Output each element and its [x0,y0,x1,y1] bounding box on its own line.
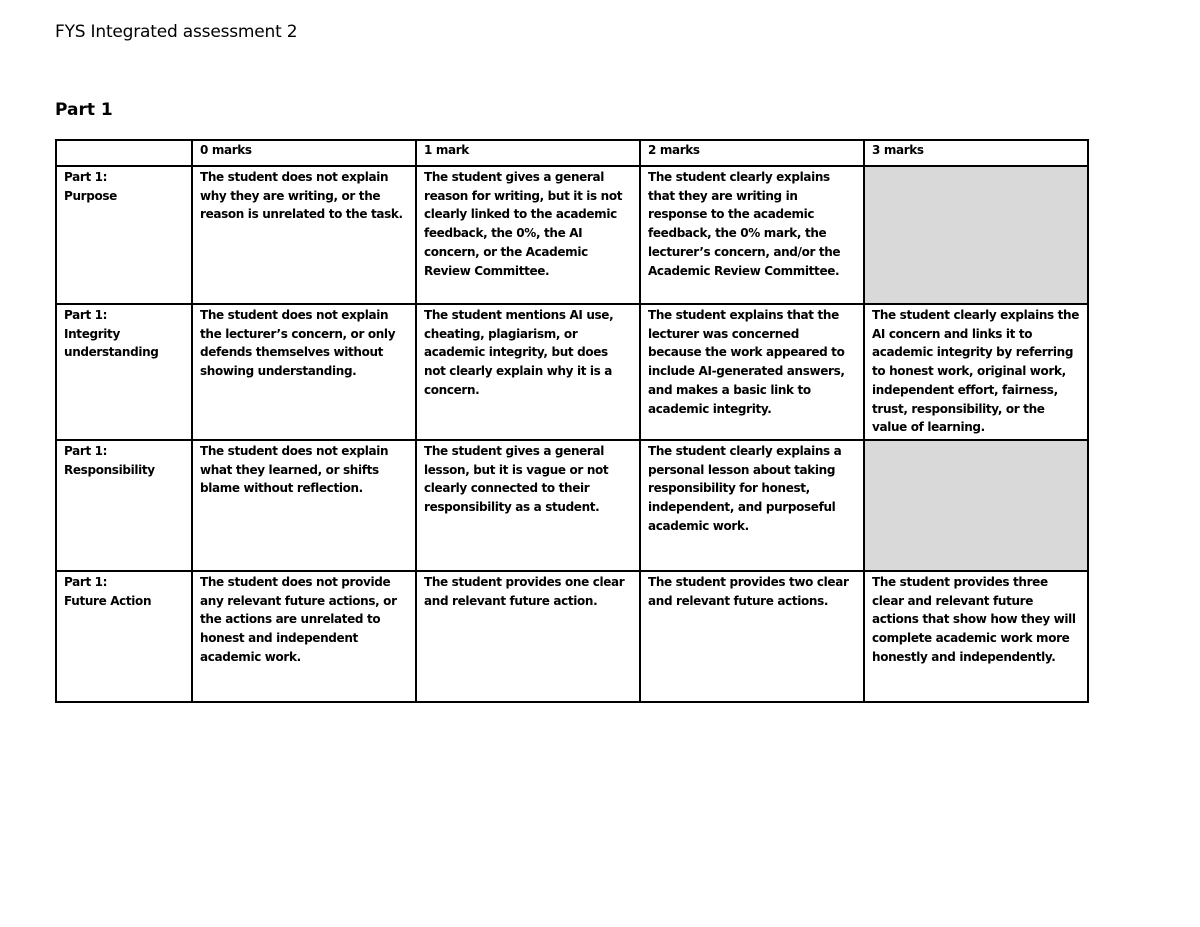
descriptor-cell-3-marks: The student clearly explains the AI concern and links it to academic integrity by referring to honest work, original work, independent effort, fairness, trust, responsibility, or the value of learning. [864,304,1088,440]
column-header-1-mark: 1 mark [416,140,640,166]
descriptor-cell-2-marks: The student clearly explains that they are writing in response to the academic feedback, the 0% mark, the lecturer’s concern, and/or the Academic Review Committee. [640,166,864,304]
criterion-name: Purpose [64,188,117,203]
column-header-0-marks: 0 marks [192,140,416,166]
descriptor-cell-0-marks: The student does not provide any relevant future actions, or the actions are unrelated to honest and independent academic work. [192,571,416,702]
rubric-row-responsibility [56,440,1088,571]
criterion-name: Responsibility [64,462,155,477]
criterion-cell [56,304,192,440]
criterion-cell [56,571,192,702]
section-heading: Part 1 [55,100,113,120]
column-header-2-marks: 2 marks [640,140,864,166]
descriptor-cell-0-marks: The student does not explain the lecturer’s concern, or only defends themselves without showing understanding. [192,304,416,440]
criterion-cell [56,440,192,571]
descriptor-cell-0-marks: The student does not explain why they are writing, or the reason is unrelated to the task. [192,166,416,304]
descriptor-cell-2-marks: The student explains that the lecturer was concerned because the work appeared to include AI-generated answers, and makes a basic link to academic integrity. [640,304,864,440]
descriptor-cell-2-marks: The student provides two clear and relevant future actions. [640,571,864,702]
descriptor-cell-3-marks-shaded [864,166,1088,304]
criterion-name: Future Action [64,593,152,608]
document-header: FYS Integrated assessment 2 [55,22,298,42]
descriptor-cell-0-marks: The student does not explain what they learned, or shifts blame without reflection. [192,440,416,571]
rubric-header-row [56,140,1088,166]
criterion-part-label: Part 1: [64,308,108,322]
rubric-row-future-action [56,571,1088,702]
descriptor-cell-3-marks-shaded [864,440,1088,571]
descriptor-cell-1-mark: The student gives a general reason for writing, but it is not clearly linked to the academic feedback, the 0%, the AI concern, or the Academic Review Committee. [416,166,640,304]
criterion-cell [56,166,192,304]
rubric-table [55,139,1089,703]
criterion-part-label: Part 1: [64,443,108,458]
descriptor-cell-1-mark: The student provides one clear and relevant future action. [416,571,640,702]
column-header-criterion [56,140,192,166]
descriptor-cell-1-mark: The student mentions AI use, cheating, plagiarism, or academic integrity, but does not clearly explain why it is a concern. [416,304,640,440]
criterion-part-label: Part 1: [64,574,108,589]
descriptor-cell-1-mark: The student gives a general lesson, but it is vague or not clearly connected to their responsibility as a student. [416,440,640,571]
rubric-row-purpose [56,166,1088,304]
rubric-row-integrity-understanding [56,304,1088,440]
criterion-name: Integrity understanding [64,326,159,360]
descriptor-cell-2-marks: The student clearly explains a personal lesson about taking responsibility for honest, independent, and purposeful academic work. [640,440,864,571]
criterion-part-label: Part 1: [64,170,108,184]
descriptor-cell-3-marks: The student provides three clear and relevant future actions that show how they will complete academic work more honestly and independently. [864,571,1088,702]
column-header-3-marks: 3 marks [864,140,1088,166]
